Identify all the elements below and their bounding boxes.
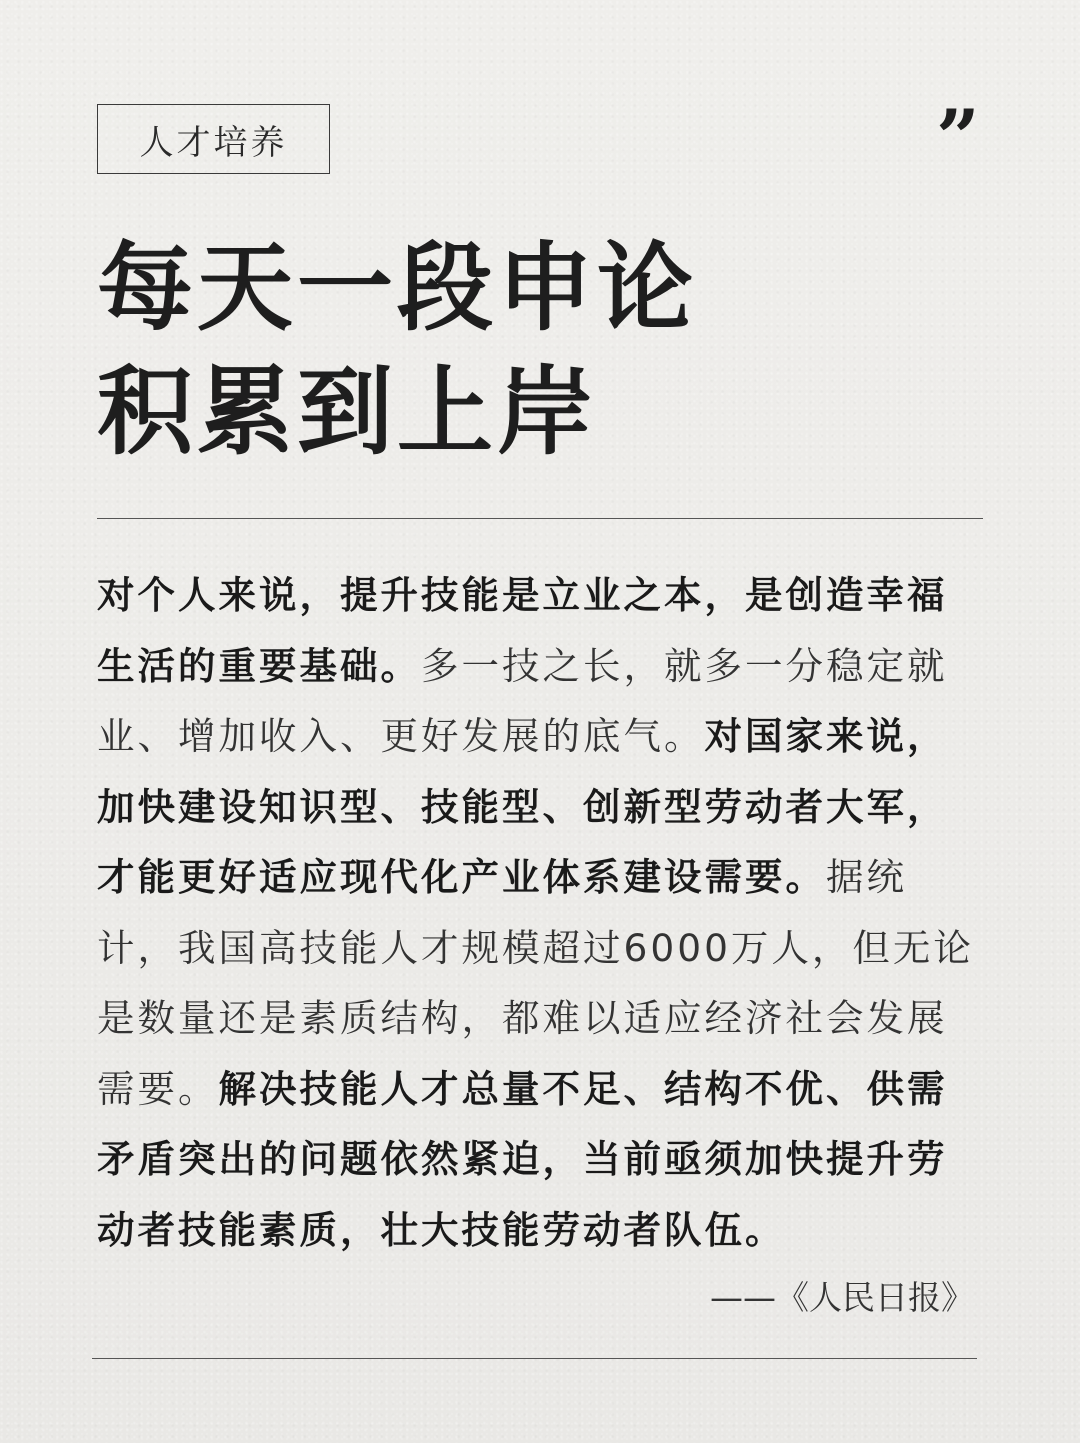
title-line-1: 每天一段申论	[97, 231, 697, 344]
divider-top	[97, 518, 983, 519]
category-tag-label: 人才培养	[139, 122, 288, 163]
body-segment-5: 解决技能人才总量不足、结构不优、供需矛盾突出的问题依然紧迫，当前亟须加快提升劳动者技能素质，壮大技能劳动者队伍。	[97, 1066, 948, 1252]
source-attribution: ——《人民日报》	[710, 1278, 974, 1317]
quote-mark-icon: ”	[936, 93, 980, 182]
divider-bottom	[92, 1358, 977, 1359]
title-line-2: 积累到上岸	[97, 355, 597, 468]
category-tag	[97, 104, 330, 174]
body-segment-4: 据统计，我国高技能人才规模超过6000万人，但无论是数量还是素质结构，都难以适应经济社会发展需要。	[97, 855, 974, 1111]
body-segment-1: 对个人来说，提升技能是立业之本，是创造幸福生活的重要基础。	[97, 573, 948, 688]
body-segment-3: 对国家来说，加快建设知识型、技能型、创新型劳动者大军，才能更好适应现代化产业体系建设需要。	[97, 714, 948, 899]
body-segment-2: 多一技之长，就多一分稳定就业、增加收入、更好发展的底气。	[97, 643, 948, 758]
page-title	[97, 226, 897, 474]
article-body	[97, 560, 987, 1265]
